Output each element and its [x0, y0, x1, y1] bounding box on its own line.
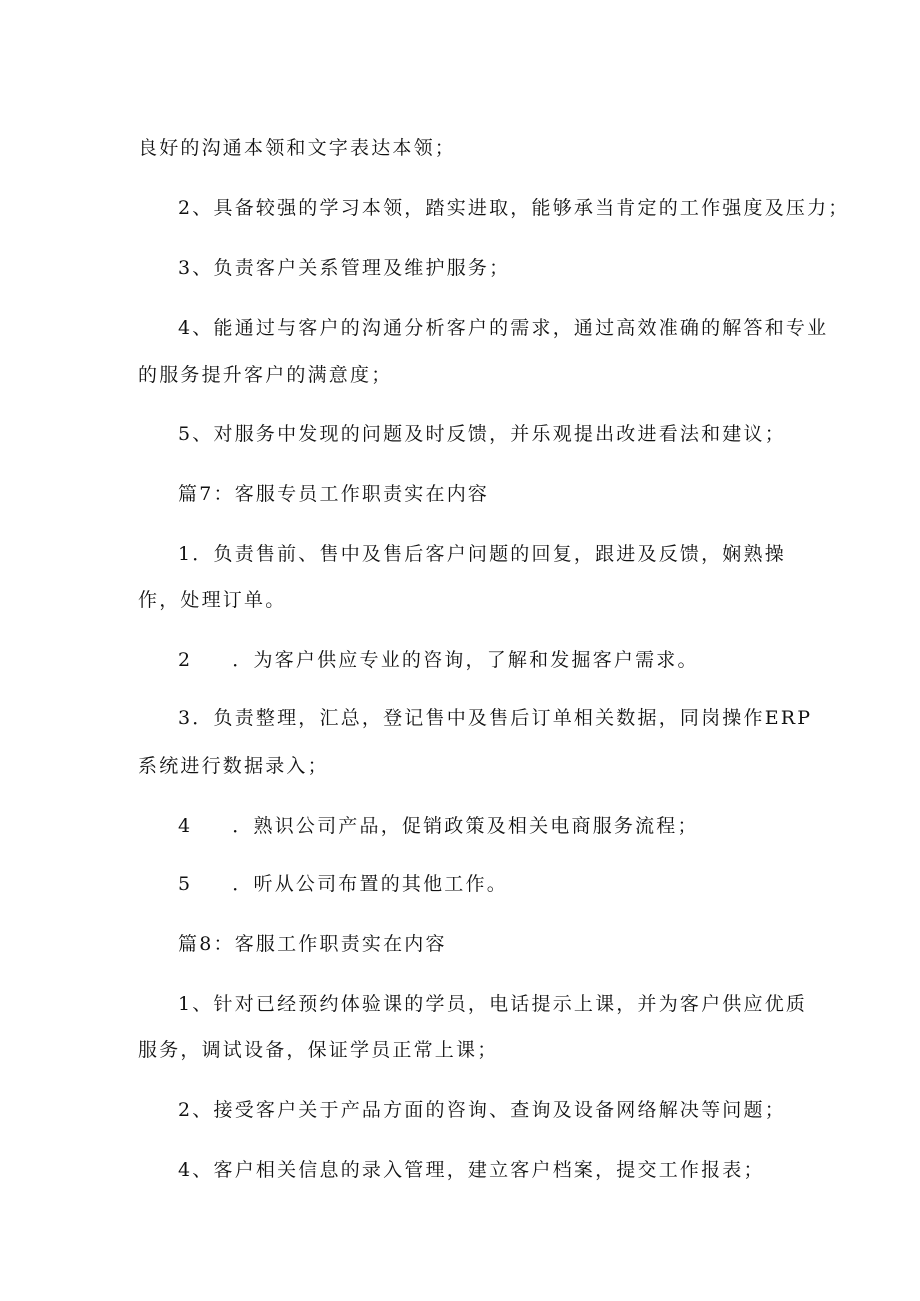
section-heading: 篇7：客服专员工作职责实在内容 [178, 483, 490, 505]
paragraph-line: 5、对服务中发现的问题及时反馈，并乐观提出改进看法和建议； [178, 423, 786, 445]
item-number: 5 [178, 873, 193, 895]
paragraph-line: 1．负责售前、售中及售后客户问题的回复，跟进及反馈，娴熟操 [178, 543, 786, 565]
paragraph-line: 3、负责客户关系管理及维护服务； [178, 257, 511, 279]
paragraph-line: 系统进行数据录入； [138, 755, 329, 777]
item-number: 2 [178, 649, 193, 671]
paragraph-line: 3．负责整理，汇总，登记售中及售后订单相关数据，同岗操作ERP [178, 707, 813, 729]
item-text: ．为客户供应专业的咨询，了解和发掘客户需求。 [232, 649, 699, 671]
paragraph-line: 1、针对已经预约体验课的学员，电话提示上课，并为客户供应优质 [178, 993, 808, 1015]
paragraph-line: 2、具备较强的学习本领，踏实进取，能够承当肯定的工作强度及压力； [178, 197, 850, 219]
paragraph-line: 良好的沟通本领和文字表达本领； [138, 137, 457, 159]
paragraph-line: 作，处理订单。 [138, 589, 287, 611]
paragraph-line [178, 872, 508, 896]
paragraph-line: 4、能通过与客户的沟通分析客户的需求，通过高效准确的解答和专业 [178, 317, 829, 339]
item-text: ．听从公司布置的其他工作。 [232, 873, 508, 895]
paragraph-line: 的服务提升客户的满意度； [138, 364, 393, 386]
item-text: ．熟识公司产品，促销政策及相关电商服务流程； [232, 815, 699, 837]
paragraph-line [178, 814, 699, 838]
paragraph-line [178, 648, 699, 672]
paragraph-line: 2、接受客户关于产品方面的咨询、查询及设备网络解决等问题； [178, 1099, 786, 1121]
section-heading: 篇8：客服工作职责实在内容 [178, 933, 447, 955]
item-number: 4 [178, 815, 193, 837]
paragraph-line: 4、客户相关信息的录入管理，建立客户档案，提交工作报表； [178, 1159, 765, 1181]
paragraph-line: 服务，调试设备，保证学员正常上课； [138, 1039, 499, 1061]
